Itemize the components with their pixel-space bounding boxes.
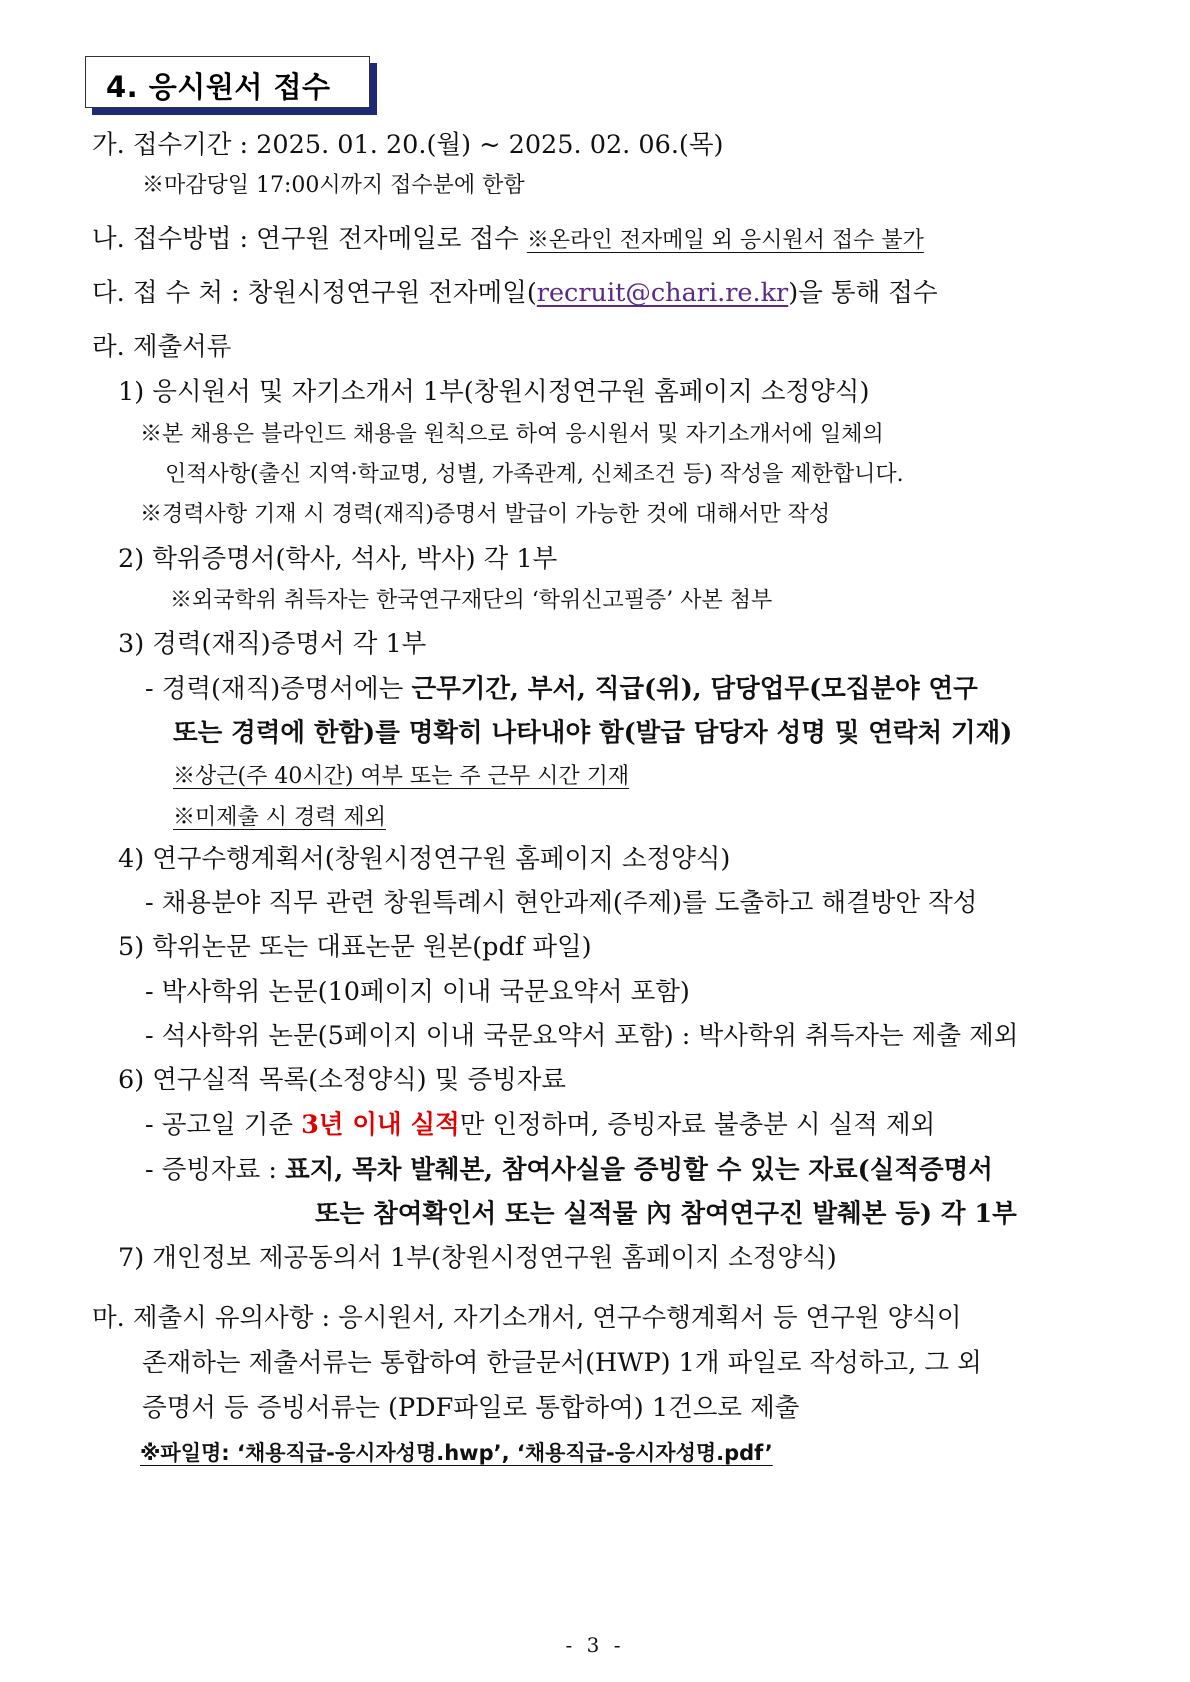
recipient-pre: 다. 접 수 처 : 창원시정연구원 전자메일( [92,278,537,308]
recipient-line [92,276,938,310]
doc-item-3-note1: ※상근(주 40시간) 여부 또는 주 근무 시간 기재 [173,764,630,789]
doc-item-6-detail1-pre: - 공고일 기준 [145,1110,302,1140]
doc-item-2-note: ※외국학위 취득자는 한국연구재단의 ‘학위신고필증’ 사본 첨부 [170,588,773,613]
doc-item-6-detail2-bold: 표지, 목차 발췌본, 참여사실을 증빙할 수 있는 자료(실적증명서 [285,1155,993,1185]
doc-item-5-detail2: - 석사학위 논문(5페이지 이내 국문요약서 포함) : 박사학위 취득자는 제출 제외 [145,1021,1019,1051]
method-note: ※온라인 전자메일 외 응시원서 접수 불가 [526,228,924,253]
caution-line-1: 마. 제출시 유의사항 : 응시원서, 자기소개서, 연구수행계획서 등 연구원 양식이 [92,1303,962,1333]
documents-title: 라. 제출서류 [92,332,232,362]
doc-item-3-detail1-cont: 또는 경력에 한함)를 명확히 나타내야 함(발급 담당자 성명 및 연락처 기재) [173,718,1013,748]
recipient-post: )을 통해 접수 [788,278,938,308]
doc-item-6-detail2 [145,1153,993,1187]
page-number: - 3 - [565,1633,625,1657]
section-header-box [85,56,370,108]
doc-item-4-detail1: - 채용분야 직무 관련 창원특례시 현안과제(주제)를 도출하고 해결방안 작성 [145,888,978,918]
doc-item-3: 3) 경력(재직)증명서 각 1부 [118,629,427,659]
method-main: 나. 접수방법 : 연구원 전자메일로 접수 [92,224,527,254]
caution-line-2: 존재하는 제출서류는 통합하여 한글문서(HWP) 1개 파일로 작성하고, 그 외 [142,1348,982,1378]
doc-item-3-detail1-bold: 근무기간, 부서, 직급(위), 담당업무(모집분야 연구 [411,674,978,704]
doc-item-6-detail1-post: 만 인정하며, 증빙자료 불충분 시 실적 제외 [459,1110,936,1140]
period-note: ※마감당일 17:00시까지 접수분에 한함 [142,173,525,198]
doc-item-6-detail1 [145,1108,935,1142]
doc-item-1-note1a: ※본 채용은 블라인드 채용을 원칙으로 하여 응시원서 및 자기소개서에 일체의 [140,422,884,447]
doc-item-3-detail1-pre: - 경력(재직)증명서에는 [145,674,412,704]
doc-item-5: 5) 학위논문 또는 대표논문 원본(pdf 파일) [118,932,592,962]
doc-item-3-note2: ※미제출 시 경력 제외 [173,805,386,830]
doc-item-1-note1b: 인적사항(출신 지역·학교명, 성별, 가족관계, 신체조건 등) 작성을 제한합니다. [165,462,904,487]
doc-item-7: 7) 개인정보 제공동의서 1부(창원시정연구원 홈페이지 소정양식) [118,1243,837,1273]
filename-note: ※파일명: ‘채용직급-응시자성명.hwp’, ‘채용직급-응시자성명.pdf’ [140,1441,773,1465]
doc-item-1: 1) 응시원서 및 자기소개서 1부(창원시정연구원 홈페이지 소정양식) [118,377,870,407]
doc-item-6-highlight: 3년 이내 실적 [301,1110,460,1140]
method-line [92,222,924,258]
doc-item-5-detail1: - 박사학위 논문(10페이지 이내 국문요약서 포함) [145,977,690,1007]
doc-item-6-detail2-cont: 또는 참여확인서 또는 실적물 內 참여연구진 발췌본 등) 각 1부 [315,1199,1017,1229]
doc-item-6: 6) 연구실적 목록(소정양식) 및 증빙자료 [118,1065,566,1095]
caution-line-3: 증명서 등 증빙서류는 (PDF파일로 통합하여) 1건으로 제출 [142,1393,800,1423]
section-title: 4. 응시원서 접수 [106,70,331,104]
doc-item-4: 4) 연구수행계획서(창원시정연구원 홈페이지 소정양식) [118,844,731,874]
doc-item-3-detail1 [145,672,978,706]
period-line: 가. 접수기간 : 2025. 01. 20.(월) ~ 2025. 02. 06.(목) [92,130,724,160]
doc-item-1-note2: ※경력사항 기재 시 경력(재직)증명서 발급이 가능한 것에 대해서만 작성 [140,502,831,527]
doc-item-2: 2) 학위증명서(학사, 석사, 박사) 각 1부 [118,544,558,574]
recipient-email-link[interactable]: recruit@chari.re.kr [536,278,789,308]
doc-item-6-detail2-pre: - 증빙자료 : [145,1155,286,1185]
